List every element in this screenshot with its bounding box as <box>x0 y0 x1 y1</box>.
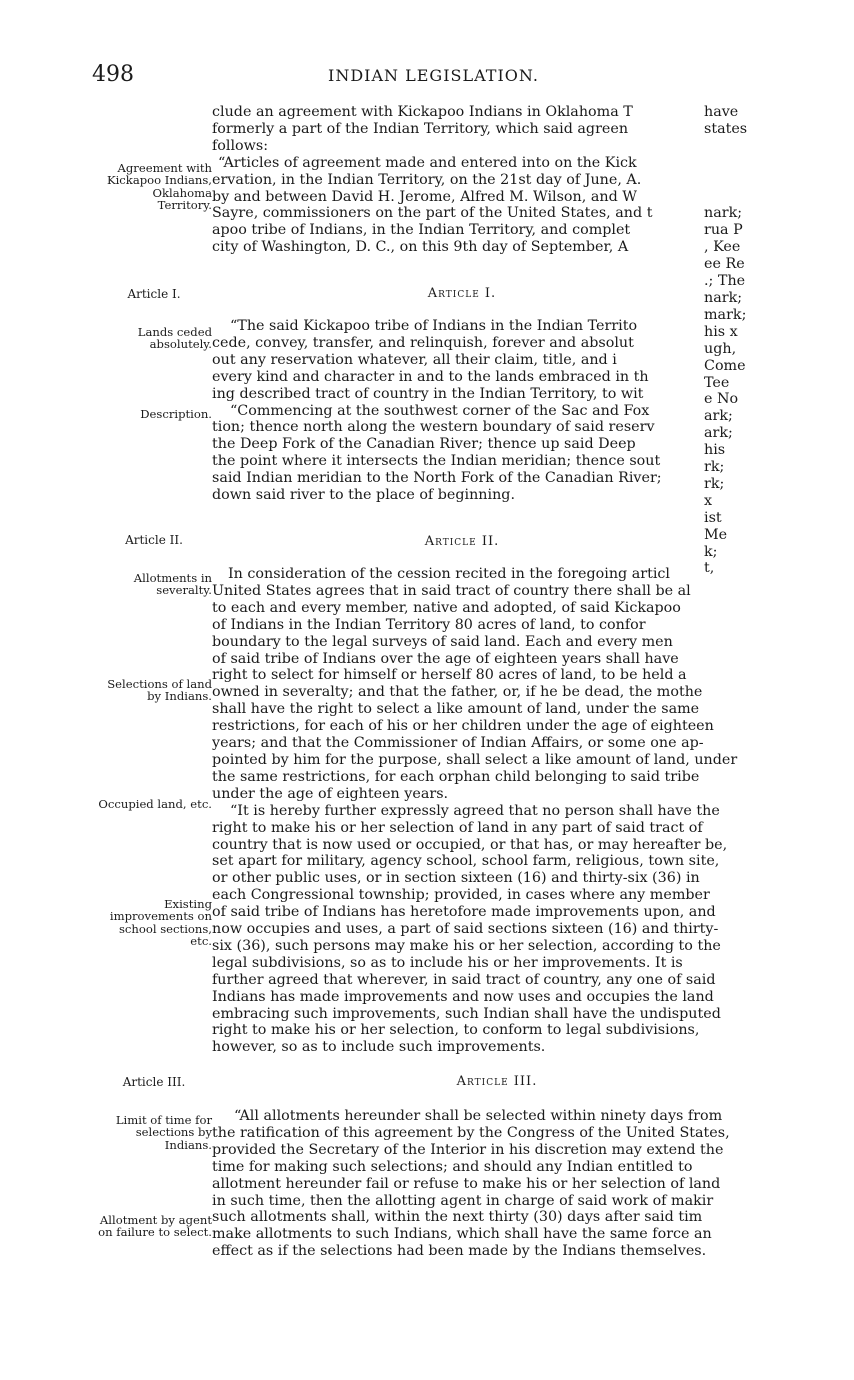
text-line: city of Washington, D. C., on this 9th day of September, A <box>212 239 629 256</box>
text-line: out any reservation whatever, all their claim, title, and i <box>212 351 617 368</box>
text-line: In consideration of the cession recited in the foregoing articl <box>228 566 671 582</box>
bleed-fragment: ark; <box>704 408 733 425</box>
text-line: every kind and character in and to the lands embraced in th <box>212 368 649 385</box>
text-line: “Commencing at the southwest corner of the Sac and Fox <box>230 402 650 419</box>
text-line: allotment hereunder fail or refuse to make his or her selection of land <box>212 1175 721 1192</box>
text-line: country that is now used or occupied, or that has, or may hereafter be, <box>212 836 728 853</box>
bleed-fragment: t, <box>704 560 715 577</box>
margin-note-article-2: Article II. <box>125 533 183 547</box>
page-number: 498 <box>92 62 134 87</box>
bleed-through-fragments <box>704 104 764 577</box>
text-line: in such time, then the allotting agent in charge of said work of makir <box>212 1192 714 1209</box>
bleed-fragment: rua P <box>704 222 743 239</box>
text-line: right to make his or her selection of land in any part of said tract of <box>212 819 703 836</box>
bleed-fragment: his x <box>704 323 738 340</box>
text-line: each Congressional township; provided, in cases where any member <box>212 887 710 904</box>
text-line: pointed by him for the purpose, shall select a like amount of land, under <box>212 751 738 768</box>
bleed-fragment: mark; <box>704 306 747 323</box>
bleed-fragment: ark; <box>704 425 733 442</box>
article-1-body <box>212 318 712 504</box>
margin-note-limit-of-time: Limit of time for selections by Indians. <box>115 1113 212 1152</box>
margin-note-description: Description. <box>140 407 212 421</box>
text-line: of said tribe of Indians has heretofore made improvements upon, and <box>212 904 716 921</box>
bleed-fragment: Me <box>704 526 728 543</box>
text-line: set apart for military, agency school, school farm, religious, town site, <box>212 853 720 870</box>
bleed-fragment: Tee <box>704 374 730 391</box>
text-line: now occupies and uses, a part of said sections sixteen (16) and thirty- <box>212 921 719 938</box>
bleed-fragment: x <box>704 492 713 509</box>
text-line: legal subdivisions, so as to include his or her improvements. It is <box>212 954 683 971</box>
text-line: years; and that the Commissioner of Indian Affairs, or some one ap- <box>212 735 704 752</box>
text-line: further agreed that wherever, in said tract of country, any one of said <box>212 971 716 988</box>
article-1-heading: Article I. <box>427 286 497 301</box>
text-line: of Indians in the Indian Territory 80 acres of land, to confor <box>212 616 646 633</box>
bleed-fragment: .; The <box>704 273 746 290</box>
running-head: INDIAN LEGISLATION. <box>328 66 539 85</box>
bleed-fragment: k; <box>704 543 718 560</box>
text-line: under the age of eighteen years. <box>212 785 449 802</box>
text-line: effect as if the selections had been made by the Indians themselves. <box>212 1243 707 1260</box>
text-line: right to make his or her selection, to conform to legal subdivisions, <box>212 1022 700 1039</box>
intro-paragraph <box>212 104 712 256</box>
margin-note-article-3: Article III. <box>122 1075 186 1089</box>
bleed-fragment: ugh, <box>704 340 737 357</box>
text-line: or other public uses, or in section sixteen (16) and thirty-six (36) in <box>212 870 700 887</box>
text-line: “All allotments hereunder shall be selected within ninety days from <box>234 1108 723 1124</box>
bleed-fragment: ee Re <box>704 256 745 273</box>
bleed-fragment: his <box>704 442 726 459</box>
text-line: follows: <box>212 137 269 154</box>
text-line: the Deep Fork of the Canadian River; thence up said Deep <box>212 436 636 453</box>
margin-note-lands-ceded: Lands ceded absolutely. <box>137 325 212 352</box>
text-line: the ratification of this agreement by the Congress of the United States, <box>212 1124 730 1141</box>
margin-note-agreement: Agreement with Kickapoo Indians, Oklahoma Territory. <box>106 161 212 213</box>
text-line: of said tribe of Indians over the age of eighteen years shall have <box>212 650 679 667</box>
bleed-fragment: nark; <box>704 289 743 306</box>
bleed-fragment: e No <box>704 391 739 408</box>
bleed-fragment: , Kee <box>704 239 741 256</box>
text-line: to each and every member, native and adopted, of said Kickapoo <box>212 599 681 616</box>
bleed-fragment: rk; <box>704 475 725 492</box>
text-line: cede, convey, transfer, and relinquish, forever and absolut <box>212 334 634 351</box>
text-line: Indians has made improvements and now uses and occupies the land <box>212 988 714 1005</box>
text-line: clude an agreement with Kickapoo Indians in Oklahoma T <box>212 104 633 120</box>
text-line: shall have the right to select a like amount of land, under the same <box>212 701 700 718</box>
article-3-body <box>212 1108 792 1260</box>
bleed-fragment: have <box>704 104 739 120</box>
bleed-fragment: rk; <box>704 459 725 476</box>
text-line: boundary to the legal surveys of said land. Each and every men <box>212 633 673 650</box>
bleed-fragment: states <box>704 120 748 137</box>
bleed-fragment <box>704 138 764 155</box>
text-line: provided the Secretary of the Interior in his discretion may extend the <box>212 1141 724 1158</box>
text-line: owned in severalty; and that the father, or, if he be dead, the mothe <box>212 684 703 701</box>
text-line: embracing such improvements, such Indian shall have the undisputed <box>212 1005 721 1022</box>
bleed-fragment: nark; <box>704 205 743 222</box>
bleed-fragment: Come <box>704 357 746 374</box>
text-line: down said river to the place of beginning. <box>212 487 515 504</box>
margin-note-allotment-by-agent: Allotment by agent on failure to select. <box>98 1213 212 1240</box>
margin-note-article-1: Article I. <box>127 287 181 301</box>
article-3-heading: Article III. <box>456 1074 538 1089</box>
text-line: make allotments to such Indians, which shall have the same force an <box>212 1226 712 1243</box>
article-2-heading: Article II. <box>424 534 500 549</box>
text-line: the same restrictions, for each orphan child belonging to said tribe <box>212 768 700 785</box>
margin-note-allotments: Allotments in severalty. <box>133 571 212 598</box>
text-line: formerly a part of the Indian Territory, which said agreen <box>212 120 629 137</box>
text-line: however, so as to include such improvements. <box>212 1039 546 1056</box>
text-line: apoo tribe of Indians, in the Indian Territory, and complet <box>212 222 631 239</box>
text-line: ing described tract of country in the Indian Territory, to wit <box>212 385 644 402</box>
text-line: time for making such selections; and should any Indian entitled to <box>212 1158 693 1175</box>
bleed-fragment <box>704 189 764 206</box>
bleed-fragment <box>704 172 764 189</box>
text-line: “The said Kickapoo tribe of Indians in the Indian Territo <box>230 318 638 334</box>
text-line: Sayre, commissioners on the part of the United States, and t <box>212 205 653 222</box>
text-line: right to select for himself or herself 80 acres of land, to be held a <box>212 667 687 684</box>
text-line: “It is hereby further expressly agreed that no person shall have the <box>230 802 720 819</box>
margin-note-occupied-land: Occupied land, etc. <box>98 797 212 811</box>
text-line: the point where it intersects the Indian meridian; thence sout <box>212 453 661 470</box>
text-line: by and between David H. Jerome, Alfred M. Wilson, and W <box>212 188 637 205</box>
text-line: tion; thence north along the western boundary of said reserv <box>212 419 655 436</box>
text-line: ervation, in the Indian Territory, on the 21st day of June, A. <box>212 171 642 188</box>
bleed-fragment: ist <box>704 509 722 526</box>
text-line: six (36), such persons may make his or her selection, according to the <box>212 937 721 954</box>
margin-note-existing-improvements: Existing improvements on school sections, etc. <box>109 897 212 949</box>
text-line: United States agrees that in said tract of country there shall be al <box>212 582 691 599</box>
text-line: “Articles of agreement made and entered into on the Kick <box>218 154 637 171</box>
text-line: said Indian meridian to the North Fork of the Canadian River; <box>212 470 662 487</box>
text-line: such allotments shall, within the next thirty (30) days after said tim <box>212 1209 703 1226</box>
margin-note-selections: Selections of land by Indians. <box>107 677 212 704</box>
article-2-body <box>212 566 792 1056</box>
bleed-fragment <box>704 155 764 172</box>
text-line: restrictions, for each of his or her children under the age of eighteen <box>212 718 714 735</box>
